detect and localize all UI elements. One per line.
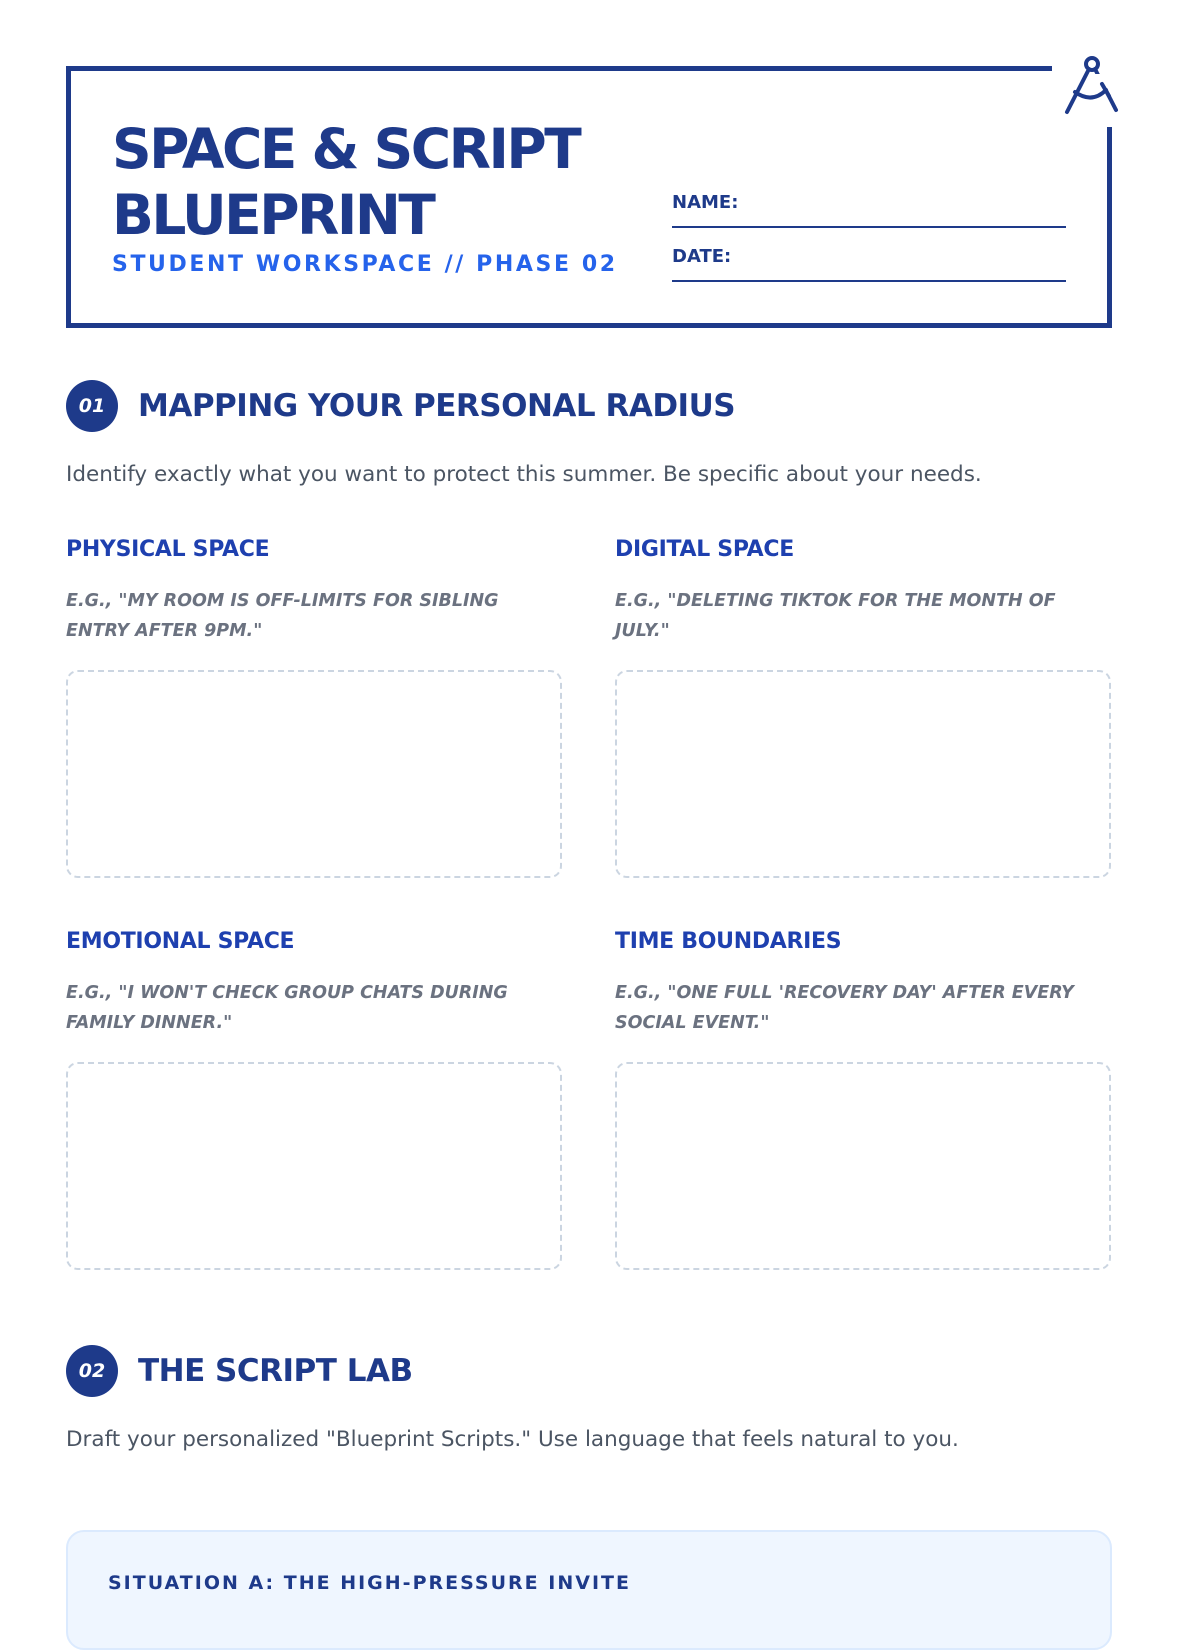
date-field[interactable] (672, 246, 1066, 282)
section-2-title: THE SCRIPT LAB (138, 1353, 413, 1389)
card-title: PHYSICAL SPACE (66, 537, 270, 562)
card-example: E.G., "ONE FULL 'RECOVERY DAY' AFTER EVERY SOCIAL EVENT." (615, 983, 1074, 1033)
section-1-description: Identify exactly what you want to protect this summer. Be specific about your needs. (66, 462, 982, 487)
section-1-title: MAPPING YOUR PERSONAL RADIUS (138, 388, 736, 424)
card-example: E.G., "DELETING TIKTOK FOR THE MONTH OF JULY." (615, 591, 1056, 641)
page-subtitle: STUDENT WORKSPACE // PHASE 02 (112, 252, 618, 277)
emotional-space-answer-box[interactable] (66, 1062, 562, 1270)
section-2-badge: 02 (66, 1345, 118, 1397)
compass-icon (1058, 52, 1124, 118)
section-2-description: Draft your personalized "Blueprint Scripts." Use language that feels natural to you. (66, 1427, 959, 1452)
header-right-edge (1107, 127, 1112, 323)
page-title (112, 116, 672, 248)
card-emotional-space (66, 928, 562, 1270)
card-title: DIGITAL SPACE (615, 537, 794, 562)
card-time-boundaries (615, 928, 1111, 1270)
card-physical-space (66, 536, 562, 878)
name-label: NAME: (672, 192, 739, 213)
digital-space-answer-box[interactable] (615, 670, 1111, 878)
time-boundaries-answer-box[interactable] (615, 1062, 1111, 1270)
card-example: E.G., "MY ROOM IS OFF-LIMITS FOR SIBLING ENTRY AFTER 9PM." (66, 591, 499, 641)
situation-a-panel (66, 1530, 1112, 1650)
card-title: TIME BOUNDARIES (615, 929, 842, 954)
section-1-header (66, 380, 735, 432)
date-label: DATE: (672, 246, 732, 267)
card-digital-space (615, 536, 1111, 878)
title-line-1: SPACE & SCRIPT (112, 117, 580, 181)
title-line-2: BLUEPRINT (112, 183, 434, 247)
card-title: EMOTIONAL SPACE (66, 929, 295, 954)
situation-a-title: SITUATION A: THE HIGH-PRESSURE INVITE (108, 1572, 631, 1594)
section-2-header (66, 1345, 413, 1397)
section-1-badge: 01 (66, 380, 118, 432)
physical-space-answer-box[interactable] (66, 670, 562, 878)
name-field[interactable] (672, 192, 1066, 228)
card-example: E.G., "I WON'T CHECK GROUP CHATS DURING FAMILY DINNER." (66, 983, 508, 1033)
